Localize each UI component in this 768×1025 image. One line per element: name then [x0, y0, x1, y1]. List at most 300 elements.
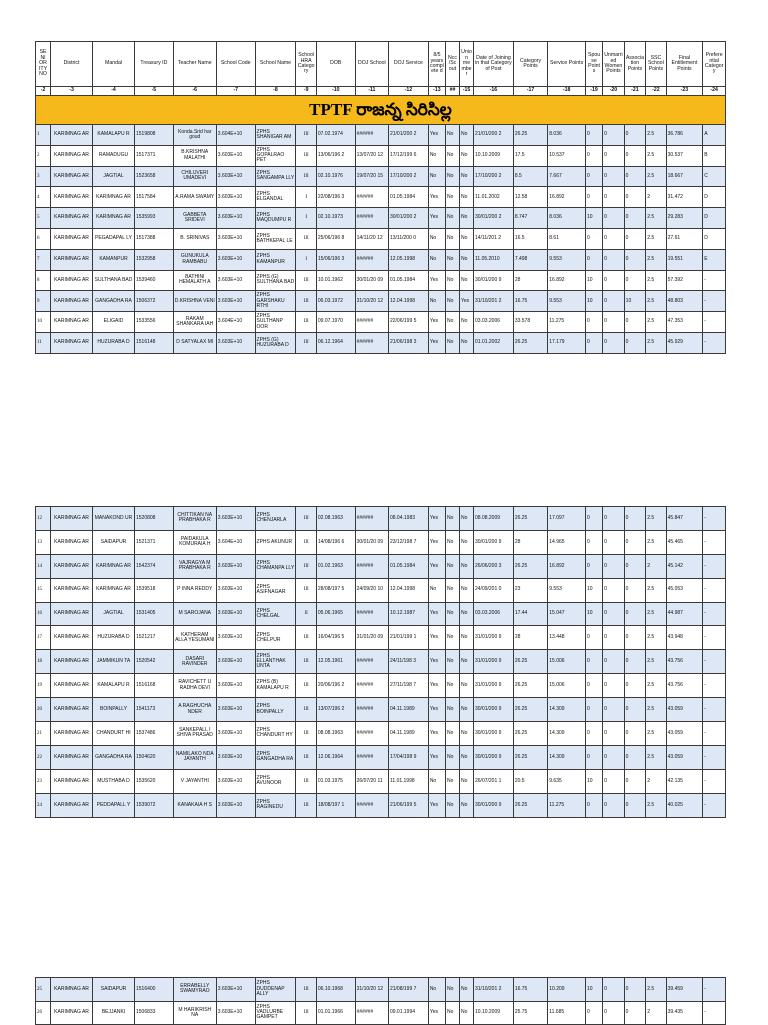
table-cell: III — [296, 125, 316, 146]
table-cell: III — [296, 332, 316, 353]
table-cell: No — [428, 291, 445, 312]
table-row — [36, 674, 726, 698]
table-cell: ZPHS GOPALRAO PET — [255, 145, 296, 166]
table-body-1 — [36, 125, 726, 354]
table-cell: 27/11/198 7 — [388, 674, 428, 698]
table-cell: No — [446, 674, 460, 698]
table-cell: 43.059 — [666, 745, 703, 769]
table-cell: 16 — [36, 602, 51, 626]
table-cell: 10 — [585, 578, 602, 602]
table-cell: 0 — [585, 125, 602, 146]
table-cell: 16.892 — [548, 270, 586, 291]
table-cell: ZPHS CHELPUR — [255, 626, 296, 650]
column-index: -10 — [316, 87, 355, 96]
table-cell: III — [296, 228, 316, 249]
table-cell: 42.135 — [666, 769, 703, 793]
table-cell: A.RAMA SWAMY — [173, 187, 216, 208]
table-cell: 0 — [624, 626, 646, 650]
table-cell: KARIMNAG AR — [51, 208, 93, 229]
table-cell: III — [296, 769, 316, 793]
table-row — [36, 312, 726, 333]
table-cell: 3.603E+10 — [216, 602, 255, 626]
table-cell: 30/01/200 9 — [474, 698, 514, 722]
table-cell: III — [296, 793, 316, 817]
table-cell: KANAKAIA H S — [173, 793, 216, 817]
table-cell: 12.05.1961 — [316, 650, 355, 674]
table-cell: III — [296, 578, 316, 602]
table-cell: - — [703, 745, 726, 769]
table-cell: KAMANPUR — [93, 249, 135, 270]
table-cell: 0 — [624, 793, 646, 817]
table-cell: 26.25 — [513, 554, 547, 578]
table-cell: 43.059 — [666, 698, 703, 722]
table-cell: 0 — [603, 312, 625, 333]
table-cell: No — [460, 312, 474, 333]
table-cell: 2.5 — [646, 270, 666, 291]
table-cell: A — [703, 125, 726, 146]
table-cell: ###### — [355, 208, 388, 229]
column-header: SSC School Points — [646, 42, 666, 87]
table-cell: 1539072 — [135, 793, 174, 817]
table-cell: ZPHS CHELGAL — [255, 602, 296, 626]
banner-row — [36, 96, 726, 125]
column-index: -20 — [603, 87, 625, 96]
table-cell: KARIMNAG AR — [51, 530, 93, 554]
table-cell: 0 — [624, 507, 646, 531]
table-row — [36, 769, 726, 793]
table-cell: 14.309 — [548, 745, 586, 769]
table-cell: 10 — [585, 291, 602, 312]
table-cell: 13 — [36, 530, 51, 554]
table-cell: 20.5 — [513, 769, 547, 793]
table-cell: 15.047 — [548, 602, 586, 626]
table-cell: 12 — [36, 507, 51, 531]
table-cell: Yes — [428, 793, 445, 817]
table-cell: 3.604E+10 — [216, 312, 255, 333]
table-cell: 26.25 — [513, 745, 547, 769]
table-cell: 01.01.1966 — [316, 1001, 355, 1025]
table-cell: KARIMNAG AR — [51, 554, 93, 578]
table-cell: 30/01/200 9 — [474, 530, 514, 554]
table-cell: 0 — [624, 249, 646, 270]
table-cell: KARIMNAG AR — [51, 745, 93, 769]
table-cell: 0 — [585, 554, 602, 578]
table-cell: - — [703, 650, 726, 674]
table-cell: 43.756 — [666, 650, 703, 674]
table-cell: ZPHS SANGAMPA LLY — [255, 166, 296, 187]
column-header: Final Entitlement Points — [666, 42, 703, 87]
table-cell: 31.472 — [666, 187, 703, 208]
table-cell: 26.25 — [513, 722, 547, 746]
table-cell: 3.603E+10 — [216, 208, 255, 229]
table-cell: KARIMNAG AR — [51, 578, 93, 602]
table-cell: 0 — [603, 578, 625, 602]
table-cell: 9.635 — [548, 769, 586, 793]
table-cell: 05.06.1965 — [316, 602, 355, 626]
table-cell: 31/01/200 9 — [474, 650, 514, 674]
table-cell: 24/09/20 10 — [355, 578, 388, 602]
table-row — [36, 166, 726, 187]
table-cell: Yes — [428, 650, 445, 674]
table-cell: 09.07.1970 — [316, 312, 355, 333]
table-cell: 10 — [585, 208, 602, 229]
column-index: -19 — [585, 87, 602, 96]
table-cell: SULTHANA BAD — [93, 270, 135, 291]
table-cell: Yes — [428, 698, 445, 722]
table-cell: RAVICHETT U RADHA DEVI — [173, 674, 216, 698]
table-cell: Yes — [428, 722, 445, 746]
table-cell: No — [428, 578, 445, 602]
table-cell: 1 — [36, 125, 51, 146]
column-index: -21 — [624, 87, 646, 96]
table-cell: KARIMNAG AR — [93, 578, 135, 602]
table-cell: 22/08/196 3 — [316, 187, 355, 208]
column-index-row — [36, 87, 726, 96]
table-cell: 06.12.1964 — [316, 332, 355, 353]
table-cell: ZPHS CHANDURT HY — [255, 722, 296, 746]
table-cell: 0 — [585, 698, 602, 722]
table-cell: ###### — [355, 332, 388, 353]
table-cell: 0 — [585, 650, 602, 674]
table-cell: 0 — [603, 698, 625, 722]
header-row — [36, 42, 726, 87]
table-row — [36, 187, 726, 208]
table-cell: 31/10/20 12 — [355, 978, 388, 1002]
table-cell: CHITTIKAN NA PRABHAKA R — [173, 507, 216, 531]
table-cell: No — [428, 978, 445, 1002]
column-header: DOB — [316, 42, 355, 87]
table-row — [36, 507, 726, 531]
table-cell: III — [296, 650, 316, 674]
table-cell: Yes — [428, 626, 445, 650]
table-cell: CHANDURT HI — [93, 722, 135, 746]
table-cell: I — [296, 187, 316, 208]
table-row — [36, 208, 726, 229]
seniority-table-1 — [35, 41, 726, 354]
column-header: Union me mber — [460, 42, 474, 87]
table-cell: - — [703, 332, 726, 353]
column-header: Treasury ID — [135, 42, 174, 87]
table-cell: 0 — [624, 674, 646, 698]
table-cell: 10 — [585, 270, 602, 291]
table-cell: KARIMNAG AR — [51, 145, 93, 166]
table-cell: No — [460, 602, 474, 626]
table-cell: 02.10.1976 — [316, 166, 355, 187]
table-cell: 1516168 — [135, 674, 174, 698]
column-index: -16 — [474, 87, 514, 96]
table-cell: Yes — [428, 1001, 445, 1025]
table-cell: 3 — [36, 166, 51, 187]
table-cell: 16.5 — [513, 228, 547, 249]
table-cell: 12.05.1998 — [388, 249, 428, 270]
table-cell: 0 — [585, 249, 602, 270]
table-cell: 2.5 — [646, 674, 666, 698]
table-cell: 0 — [603, 530, 625, 554]
table-cell: No — [460, 228, 474, 249]
table-cell: 01.05.1984 — [388, 187, 428, 208]
table-cell: No — [428, 228, 445, 249]
table-cell: 2.5 — [646, 507, 666, 531]
table-cell: C — [703, 166, 726, 187]
table-cell: 10 — [585, 978, 602, 1002]
table-cell: - — [703, 578, 726, 602]
table-cell: 10.537 — [548, 145, 586, 166]
table-cell: ZPHS DUDDENAP ALLY — [255, 978, 296, 1002]
table-cell: PAIDAKULA KOMURAIA H — [173, 530, 216, 554]
table-cell: 30/01/200 9 — [474, 793, 514, 817]
table-cell: 1517371 — [135, 145, 174, 166]
table-cell: 3.603E+10 — [216, 145, 255, 166]
table-cell: Yes — [428, 745, 445, 769]
table-cell: 09.01.1994 — [388, 1001, 428, 1025]
table-cell: 30/01/200 2 — [474, 208, 514, 229]
table-cell: 25/06/196 8 — [316, 228, 355, 249]
table-cell: 3.603E+10 — [216, 674, 255, 698]
table-cell: 0 — [585, 722, 602, 746]
table-cell: 2 — [646, 769, 666, 793]
table-cell: No — [460, 208, 474, 229]
table-cell: ZPHS AKUNUR — [255, 530, 296, 554]
table-cell: KARIMNAG AR — [51, 228, 93, 249]
table-cell: - — [703, 769, 726, 793]
table-cell: 0 — [603, 166, 625, 187]
table-cell: No — [446, 291, 460, 312]
table-cell: No — [460, 626, 474, 650]
table-cell: 0 — [603, 228, 625, 249]
table-cell: 03.03.2006 — [474, 602, 514, 626]
table-cell: 1539518 — [135, 578, 174, 602]
table-cell: No — [446, 208, 460, 229]
table-cell: 1520808 — [135, 507, 174, 531]
table-cell: 18 — [36, 650, 51, 674]
table-cell: 2 — [646, 187, 666, 208]
table-cell: 21/01/199 1 — [388, 626, 428, 650]
table-cell: - — [703, 554, 726, 578]
table-cell: 1504620 — [135, 745, 174, 769]
table-cell: A RAGHUCHA NDER — [173, 698, 216, 722]
table-cell: 9 — [36, 291, 51, 312]
table-cell: 25 — [36, 978, 51, 1002]
table-cell: No — [446, 578, 460, 602]
table-cell: 16.75 — [513, 978, 547, 1002]
table-cell: MUSTHABA D — [93, 769, 135, 793]
table-cell: 10.10.2009 — [474, 145, 514, 166]
table-cell: 0 — [624, 745, 646, 769]
table-cell: - — [703, 507, 726, 531]
column-header: Spouse Points — [585, 42, 602, 87]
table-cell: No — [460, 166, 474, 187]
table-cell: 3.603E+10 — [216, 578, 255, 602]
table-cell: 26.25 — [513, 507, 547, 531]
table-cell: 9.553 — [548, 291, 586, 312]
table-cell: 20 — [36, 698, 51, 722]
table-cell: 0 — [624, 698, 646, 722]
table-cell: No — [460, 769, 474, 793]
table-cell: 45.142 — [666, 554, 703, 578]
table-cell: 17/12/199 6 — [388, 145, 428, 166]
table-cell: KARIMNAG AR — [51, 626, 93, 650]
table-cell: 16.892 — [548, 554, 586, 578]
table-cell: 45.465 — [666, 530, 703, 554]
table-cell: 33.578 — [513, 312, 547, 333]
table-cell: 21/06/198 3 — [388, 332, 428, 353]
table-cell: 2 — [646, 1001, 666, 1025]
table-cell: 26.25 — [513, 650, 547, 674]
table-cell: 01.05.1984 — [388, 270, 428, 291]
table-cell: No — [460, 332, 474, 353]
table-cell: B. SRINIVAS — [173, 228, 216, 249]
table-cell: ###### — [355, 674, 388, 698]
table-cell: No — [460, 530, 474, 554]
table-cell: III — [296, 312, 316, 333]
table-row — [36, 228, 726, 249]
table-cell: 1535993 — [135, 208, 174, 229]
table-row — [36, 626, 726, 650]
table-body-3 — [36, 978, 726, 1025]
table-cell: No — [446, 228, 460, 249]
table-cell: KAMALAPU R — [93, 674, 135, 698]
table-cell: 2.5 — [646, 125, 666, 146]
table-cell: D — [703, 187, 726, 208]
table-cell: 28 — [513, 626, 547, 650]
column-index: -2 — [36, 87, 51, 96]
table-cell: ZPHS CHAMANPA LLY — [255, 554, 296, 578]
table-cell: D SATYALAX MI — [173, 332, 216, 353]
table-cell: No — [428, 769, 445, 793]
column-index: -5 — [135, 87, 174, 96]
table-cell: - — [703, 602, 726, 626]
table-cell: 13.448 — [548, 626, 586, 650]
table-row — [36, 698, 726, 722]
column-index: -23 — [666, 87, 703, 96]
table-cell: 0 — [603, 208, 625, 229]
table-cell: 15 — [36, 578, 51, 602]
column-header: Ncc /Sc out — [446, 42, 460, 87]
table-cell: 7.498 — [513, 249, 547, 270]
table-cell: III — [296, 507, 316, 531]
table-cell: 17.097 — [548, 507, 586, 531]
table-cell: 3.603E+10 — [216, 698, 255, 722]
table-cell: 1506833 — [135, 1001, 174, 1025]
table-row — [36, 530, 726, 554]
table-cell: 16.75 — [513, 291, 547, 312]
table-cell: 4 — [36, 187, 51, 208]
table-cell: No — [446, 722, 460, 746]
table-cell: 21 — [36, 722, 51, 746]
table-cell: ZPHS SULTHANP OOR — [255, 312, 296, 333]
table-cell: BEJJANKI — [93, 1001, 135, 1025]
table-cell: ZPHS GANGADHA RA — [255, 745, 296, 769]
table-cell: 29.283 — [666, 208, 703, 229]
table-cell: 3.603E+10 — [216, 228, 255, 249]
table-cell: 10.12.1987 — [388, 602, 428, 626]
table-cell: 04.11.1989 — [388, 698, 428, 722]
column-index: -17 — [513, 87, 547, 96]
table-cell: 0 — [603, 745, 625, 769]
table-cell: 3.603E+10 — [216, 978, 255, 1002]
column-index: -15 — [460, 87, 474, 96]
table-cell: KARIMNAG AR — [51, 507, 93, 531]
table-cell: 26/07/201 1 — [474, 769, 514, 793]
table-cell: 0 — [624, 530, 646, 554]
column-header: Mandal — [93, 42, 135, 87]
table-cell: 0 — [603, 249, 625, 270]
table-row — [36, 554, 726, 578]
table-cell: 10 — [36, 312, 51, 333]
table-cell: 15.006 — [548, 674, 586, 698]
table-row — [36, 125, 726, 146]
table-cell: 21/08/199 7 — [388, 978, 428, 1002]
column-header: School HRA Category — [296, 42, 316, 87]
table-cell: JAGTIAL — [93, 602, 135, 626]
table-cell: 0 — [585, 507, 602, 531]
table-cell: 17/10/200 2 — [388, 166, 428, 187]
table-cell: 12.04.1998 — [388, 578, 428, 602]
table-row — [36, 291, 726, 312]
table-cell: No — [460, 722, 474, 746]
table-cell: ZPHS BATHKEPAL LE — [255, 228, 296, 249]
table-cell: - — [703, 722, 726, 746]
table-cell: KARIMNAG AR — [93, 554, 135, 578]
table-cell: 1537486 — [135, 722, 174, 746]
table-cell: 1517388 — [135, 228, 174, 249]
table-cell: 13/06/196 2 — [316, 145, 355, 166]
table-cell: 17/04/198 9 — [388, 745, 428, 769]
table-cell: 5 — [36, 208, 51, 229]
table-cell: 15/06/196 3 — [316, 249, 355, 270]
table-cell: No — [428, 145, 445, 166]
column-header: Service Points — [548, 42, 586, 87]
district-banner: TPTF రాజన్న సిరిసిల్ల — [36, 96, 726, 125]
column-index: -12 — [388, 87, 428, 96]
table-cell: 47.353 — [666, 312, 703, 333]
table-cell: 3.603E+10 — [216, 187, 255, 208]
table-cell: - — [703, 978, 726, 1002]
column-index: -7 — [216, 87, 255, 96]
table-row — [36, 1001, 726, 1025]
table-cell: M SAROJANA — [173, 602, 216, 626]
table-cell: No — [446, 270, 460, 291]
column-index: -6 — [173, 87, 216, 96]
table-cell: No — [446, 312, 460, 333]
table-cell: Yes — [428, 332, 445, 353]
table-cell: - — [703, 312, 726, 333]
table-cell: 39.459 — [666, 978, 703, 1002]
table-cell: 2.5 — [646, 291, 666, 312]
table-cell: No — [446, 769, 460, 793]
table-cell: 0 — [624, 650, 646, 674]
table-cell: III — [296, 530, 316, 554]
table-cell: 11.01.2002 — [474, 187, 514, 208]
table-cell: - — [703, 793, 726, 817]
table-cell: KARIMNAG AR — [51, 978, 93, 1002]
table-cell: 26.25 — [513, 793, 547, 817]
table-cell: ZPHS MAQDUMPU R — [255, 208, 296, 229]
column-index: -9 — [296, 87, 316, 96]
table-cell: 45.053 — [666, 578, 703, 602]
table-cell: ###### — [355, 554, 388, 578]
column-index: -8 — [255, 87, 296, 96]
table-cell: 28 — [513, 270, 547, 291]
table-cell: 0 — [603, 145, 625, 166]
table-cell: 0 — [585, 312, 602, 333]
table-cell: PEGADAPAL LY — [93, 228, 135, 249]
table-cell: 10.01.1962 — [316, 270, 355, 291]
table-cell: 2.5 — [646, 208, 666, 229]
table-cell: 18.667 — [666, 166, 703, 187]
table-cell: 2.5 — [646, 745, 666, 769]
table-cell: No — [446, 698, 460, 722]
